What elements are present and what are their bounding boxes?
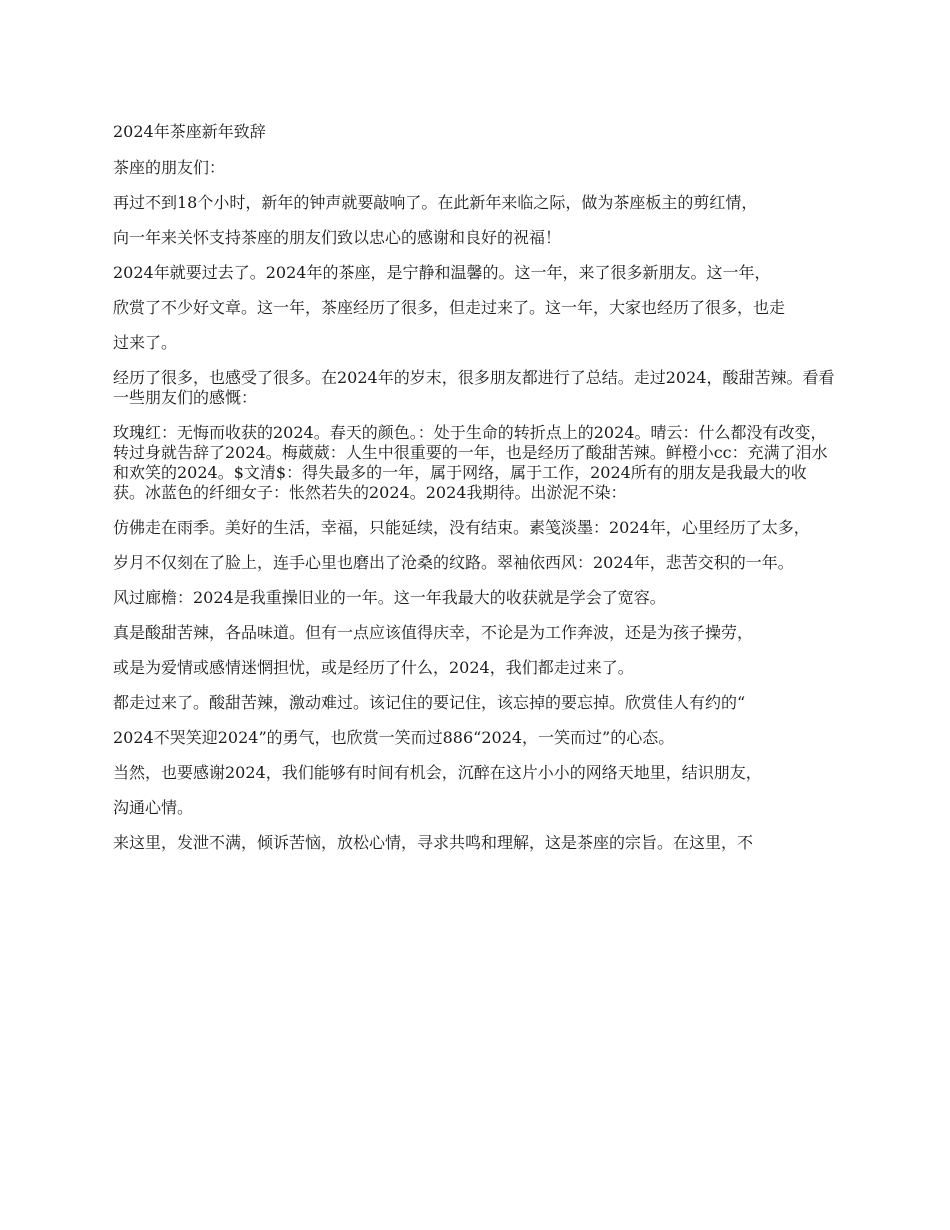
paragraph: 过来了。 — [113, 333, 178, 352]
paragraph: 真是酸甜苦辣，各品味道。但有一点应该值得庆幸，不论是为工作奔波，还是为孩子操劳， — [113, 623, 754, 642]
paragraph: 欣赏了不少好文章。这一年，茶座经历了很多，但走过来了。这一年，大家也经历了很多，也走 — [113, 298, 786, 317]
paragraph: 岁月不仅刻在了脸上，连手心里也磨出了沧桑的纹路。翠袖依西风：2024年，悲苦交积的一年。 — [113, 553, 794, 572]
paragraph: 都走过来了。酸甜苦辣，激动难过。该记住的要记住，该忘掉的要忘掉。欣赏佳人有约的“ — [113, 693, 746, 712]
paragraph: 当然，也要感谢2024，我们能够有时间有机会，沉醉在这片小小的网络天地里，结识朋友， — [113, 763, 762, 782]
paragraph: 来这里，发泄不满，倾诉苦恼，放松心情，寻求共鸣和理解，这是茶座的宗旨。在这里，不 — [113, 833, 754, 852]
paragraph: 沟通心情。 — [113, 798, 194, 817]
paragraph: 风过廊檐：2024是我重操旧业的一年。这一年我最大的收获就是学会了宽容。 — [113, 588, 666, 607]
paragraph: 经历了很多，也感受了很多。在2024年的岁末，很多朋友都进行了总结。走过2024，酸甜苦辣。看看一些朋友们的感慨： — [113, 368, 835, 407]
paragraph: 2024年就要过去了。2024年的茶座，是宁静和温馨的。这一年，来了很多新朋友。这一年， — [113, 263, 771, 282]
paragraph: 或是为爱情或感情迷惘担忧，或是经历了什么，2024，我们都走过来了。 — [113, 658, 634, 677]
paragraph: 仿佛走在雨季。美好的生活，幸福，只能延续，没有结束。素笺淡墨：2024年，心里经历了太多， — [113, 518, 810, 537]
paragraph: 玫瑰红：无悔而收获的2024。春天的颜色。：处于生命的转折点上的2024。晴云：什么都没有改变，转过身就告辞了2024。梅葳葳：人生中很重要的一年，也是经历了酸甜苦辣。鲜橙小cc：充满了泪水和欢笑的2024。$文清$：得失最多的一年，属于网络，属于工作，2024所有的朋友是我最大的收获。冰蓝色的纤细女子：怅然若失的2024。2024我期待。出淤泥不染： — [113, 423, 828, 502]
paragraph: 再过不到18个小时，新年的钟声就要敲响了。在此新年来临之际，做为茶座板主的剪红情， — [113, 193, 758, 212]
paragraph-greeting: 茶座的朋友们： — [113, 158, 226, 177]
document-title: 2024年茶座新年致辞 — [113, 122, 266, 141]
paragraph: 向一年来关怀支持茶座的朋友们致以忠心的感谢和良好的祝福！ — [113, 228, 562, 247]
paragraph: 2024不哭笑迎2024”的勇气，也欣赏一笑而过886“2024，一笑而过”的心态。 — [113, 728, 675, 747]
document-body — [113, 122, 837, 868]
